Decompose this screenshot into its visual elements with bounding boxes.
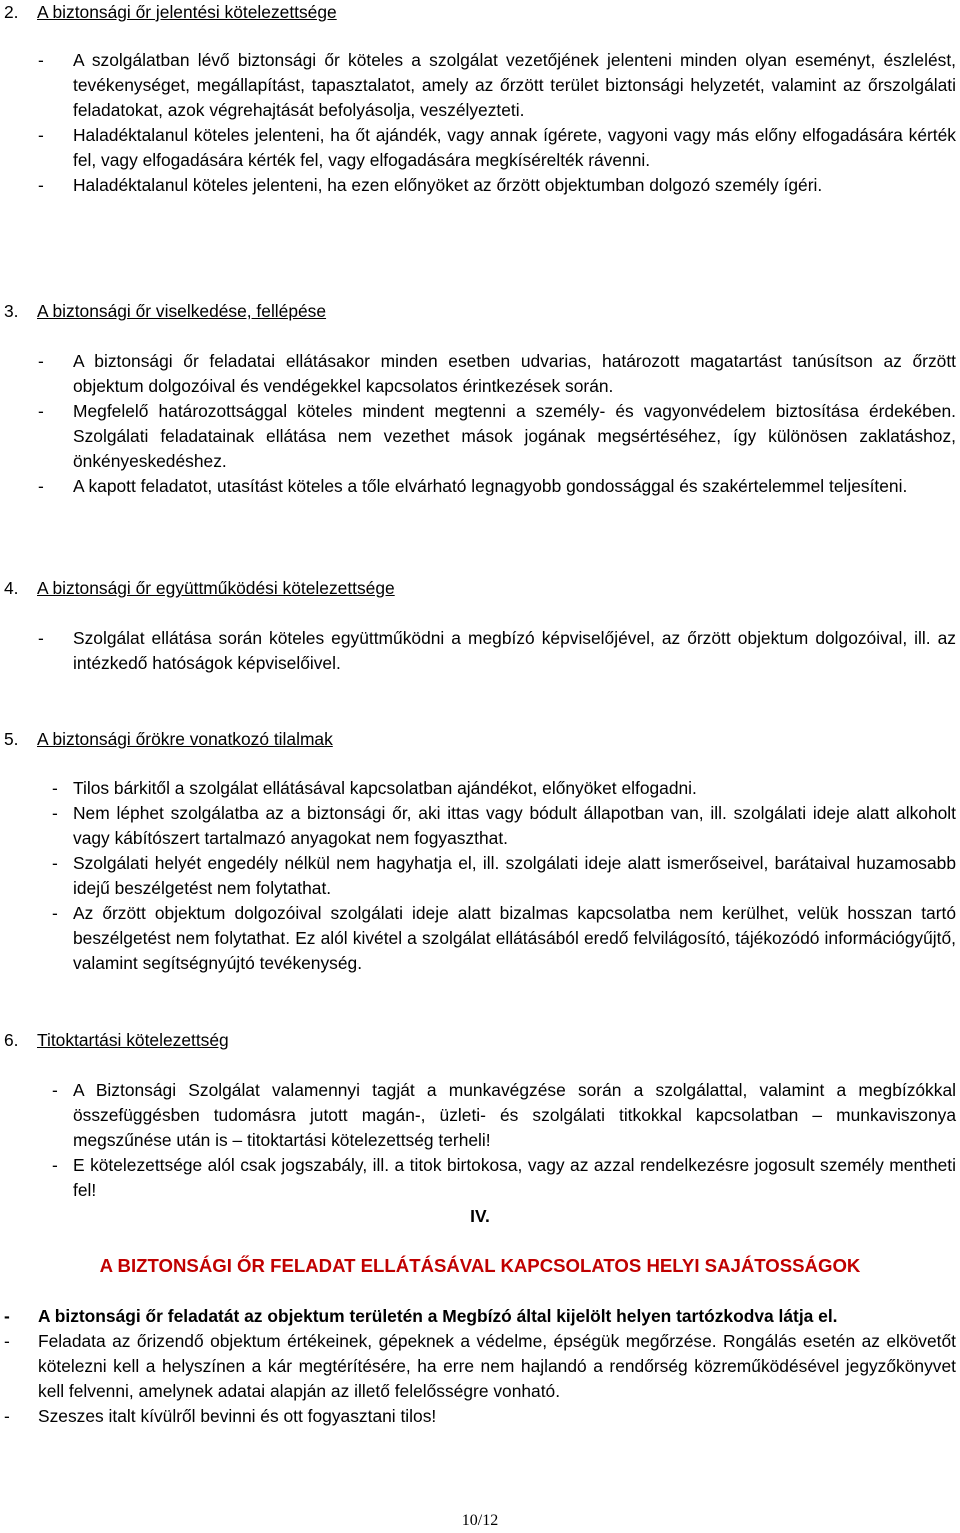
- list-item-text: Feladata az őrizendő objektum értékeinek, gépeknek a védelme, épségük megőrzése. Rongálás esetén az elkövetőt kötelezni kell a helyszínen a kár megtérítésére, ha erre nem hajlandó a rendőrség közreműködésével jegyzőkönyvet kell felvenni, amelynek adatai alapján az illető felelősségre vonható.: [38, 1331, 956, 1401]
- list-dash: -: [52, 853, 58, 873]
- list-item-text: Nem léphet szolgálatba az a biztonsági őr, aki ittas vagy bódult állapotban van, ill. szolgálati ideje alatt alkoholt vagy kábítószert tartalmazó anyagokat nem fogyaszthat.: [73, 803, 956, 848]
- list-dash: -: [52, 903, 58, 923]
- list-item: [52, 1153, 956, 1203]
- section-number: 2.: [4, 2, 19, 22]
- section-number: 6.: [4, 1030, 19, 1050]
- list-item: [38, 123, 956, 173]
- list-dash: -: [38, 125, 44, 145]
- chapter-number: IV.: [470, 1206, 490, 1226]
- section-2-list: [38, 48, 956, 198]
- section-title: A biztonsági őr együttműködési kötelezettsége: [37, 578, 395, 598]
- list-item-text: Haladéktalanul köteles jelenteni, ha ezen előnyöket az őrzött objektumban dolgozó személy ígéri.: [73, 175, 823, 195]
- list-item-text: E kötelezettsége alól csak jogszabály, ill. a titok birtokosa, vagy az azzal rendelkezésre jogosult személy mentheti fel!: [73, 1155, 956, 1200]
- list-dash: -: [38, 476, 44, 496]
- list-item-text: Szolgálati helyét engedély nélkül nem hagyhatja el, ill. szolgálati ideje alatt ismerőseivel, barátaival huzamosabb idejű beszélgetést nem folytathat.: [73, 853, 956, 898]
- list-dash: -: [4, 1331, 10, 1351]
- list-item: [38, 349, 956, 399]
- list-dash: -: [38, 175, 44, 195]
- list-item: [4, 1404, 956, 1429]
- list-item: [52, 851, 956, 901]
- list-dash: -: [4, 1406, 10, 1426]
- section-title: A biztonsági őrökre vonatkozó tilalmak: [37, 729, 333, 749]
- local-specifics-list: [4, 1304, 956, 1429]
- list-item-text: Megfelelő határozottsággal köteles mindent megtenni a személy- és vagyonvédelem biztosítása érdekében. Szolgálati feladatainak ellátása nem vezethet mások jogának megsértéséhez, így különösen zaklatáshoz, önkényeskedéshez.: [73, 401, 956, 471]
- list-dash: -: [38, 351, 44, 371]
- list-dash: -: [38, 628, 44, 648]
- list-item: [38, 173, 956, 198]
- page-number: 10/12: [461, 1512, 499, 1529]
- section-title: A biztonsági őr jelentési kötelezettsége: [37, 2, 337, 22]
- section-4-list: [38, 626, 956, 676]
- section-title: Titoktartási kötelezettség: [37, 1030, 229, 1050]
- section-heading: [4, 0, 337, 25]
- list-dash: -: [52, 1155, 58, 1175]
- list-item: [38, 399, 956, 474]
- section-title: A biztonsági őr viselkedése, fellépése: [37, 301, 327, 321]
- section-number: 3.: [4, 301, 19, 321]
- list-dash: -: [52, 778, 58, 798]
- list-item-text: A biztonsági őr feladatai ellátásakor minden esetben udvarias, határozott magatartást tanúsítson az őrzött objektum dolgozóival és vendégekkel kapcsolatos érintkezések során.: [73, 351, 956, 396]
- list-item-text: A szolgálatban lévő biztonsági őr köteles a szolgálat vezetőjének jelenteni minden olyan eseményt, észlelést, tevékenységet, megállapítást, tapasztalatot, amely az őrzött terület biztonsági helyzetét, valamint az őrszolgálati feladatokat, azok végrehajtását befolyásolja, veszélyezteti.: [73, 50, 956, 120]
- chapter-title: A BIZTONSÁGI ŐR FELADAT ELLÁTÁSÁVAL KAPCSOLATOS HELYI SAJÁTOSSÁGOK: [99, 1255, 861, 1276]
- list-dash: -: [52, 1080, 58, 1100]
- section-heading: [4, 727, 333, 752]
- section-heading: [4, 299, 326, 324]
- list-item: [38, 474, 956, 499]
- list-item: [52, 1078, 956, 1153]
- section-5-list: [52, 776, 956, 976]
- list-dash: -: [38, 401, 44, 421]
- list-dash: -: [52, 803, 58, 823]
- section-heading: [4, 576, 395, 601]
- list-item-text: A biztonsági őr feladatát az objektum területén a Megbízó által kijelölt helyen tartózkodva látja el.: [38, 1306, 838, 1326]
- list-item: [52, 801, 956, 851]
- list-item: [4, 1329, 956, 1404]
- section-3-list: [38, 349, 956, 499]
- list-item: [38, 626, 956, 676]
- section-number: 4.: [4, 578, 19, 598]
- section-6-list: [52, 1078, 956, 1203]
- list-item-text: Szeszes italt kívülről bevinni és ott fogyasztani tilos!: [38, 1406, 437, 1426]
- list-item-text: Az őrzött objektum dolgozóival szolgálati ideje alatt bizalmas kapcsolatba nem kerülhet, velük hosszan tartó beszélgetést nem folytathat. Ez alól kivétel a szolgálat ellátásából eredő felvilágosító, tájékozódó információgyűjtő, valamint segítségnyújtó tevékenység.: [73, 903, 956, 973]
- list-item-text: Szolgálat ellátása során köteles együttműködni a megbízó képviselőjével, az őrzött objektum dolgozóival, ill. az intézkedő hatóságok képviselőivel.: [73, 628, 956, 673]
- list-item-text: Haladéktalanul köteles jelenteni, ha őt ajándék, vagy annak ígérete, vagyoni vagy más előny elfogadására kérték fel, vagy elfogadására kérték fel, vagy elfogadására megkísérelték rávenni.: [73, 125, 956, 170]
- section-heading: [4, 1028, 229, 1053]
- list-item: [4, 1304, 956, 1329]
- list-item: [52, 776, 956, 801]
- list-item-text: A Biztonsági Szolgálat valamennyi tagját a munkavégzése során a szolgálattal, valamint a megbízókkal összefüggésben tudomásra jutott magán-, üzleti- és szolgálati titkokkal kapcsolatban – munkaviszonya megszűnése után is – titoktartási kötelezettség terheli!: [73, 1080, 956, 1150]
- list-dash: -: [4, 1306, 10, 1326]
- section-number: 5.: [4, 729, 19, 749]
- list-item: [52, 901, 956, 976]
- list-dash: -: [38, 50, 44, 70]
- list-item: [38, 48, 956, 123]
- list-item-text: Tilos bárkitől a szolgálat ellátásával kapcsolatban ajándékot, előnyöket elfogadni.: [73, 778, 697, 798]
- list-item-text: A kapott feladatot, utasítást köteles a tőle elvárható legnagyobb gondossággal és szakértelemmel teljesíteni.: [73, 476, 908, 496]
